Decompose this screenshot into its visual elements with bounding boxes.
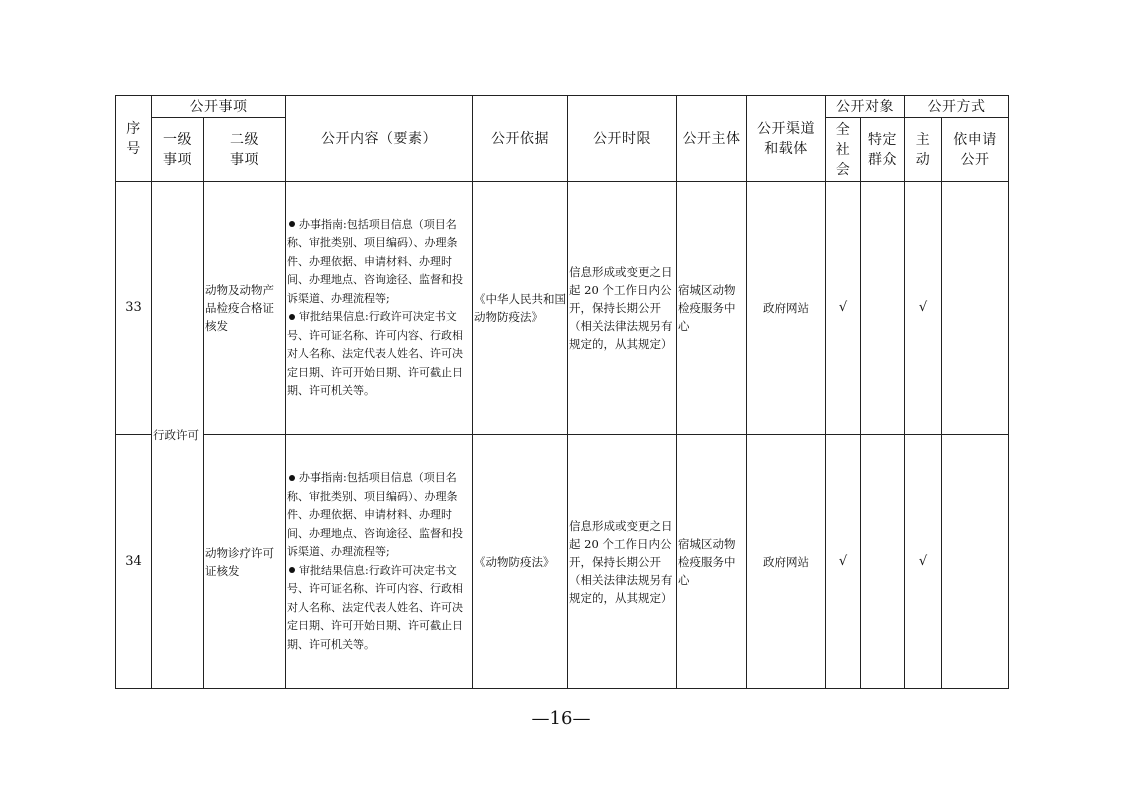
row-channel: 政府网站 [747, 182, 826, 435]
row-audience-specific [861, 182, 905, 435]
disclosure-table [115, 95, 1009, 689]
bullet-icon [289, 221, 295, 227]
header-channel: 公开渠道 和载体 [747, 96, 826, 182]
row-method-active: √ [905, 435, 942, 689]
row-seq: 34 [116, 435, 152, 689]
header-seq: 序 号 [116, 96, 152, 182]
row-seq: 33 [116, 182, 152, 435]
row-level2: 动物及动物产品检疫合格证核发 [204, 182, 286, 435]
row-basis: 《中华人民共和国动物防疫法》 [473, 182, 568, 435]
header-method-group: 公开方式 [905, 96, 1009, 118]
content-item: 审批结果信息:行政许可决定书文号、许可证名称、许可内容、行政相对人名称、法定代表人姓名、许可决定日期、许可开始日期、许可截止日期、许可机关等。 [287, 310, 463, 397]
table-row [116, 435, 1009, 689]
row-audience-specific [861, 435, 905, 689]
row-method-request [942, 435, 1009, 689]
row-content [286, 435, 473, 689]
content-item: 审批结果信息:行政许可决定书文号、许可证名称、许可内容、行政相对人名称、法定代表人姓名、许可决定日期、许可开始日期、许可截止日期、许可机关等。 [287, 563, 463, 651]
row-audience-all: √ [826, 435, 861, 689]
content-item: 办事指南:包括项目信息（项目名称、审批类别、项目编码）、办理条件、办理依据、申请材料、办理时间、办理地点、咨询途径、监督和投诉渠道、办理流程等; [287, 217, 463, 305]
content-item: 办事指南:包括项目信息（项目名称、审批类别、项目编码）、办理条件、办理依据、申请材料、办理时间、办理地点、咨询途径、监督和投诉渠道、办理流程等; [287, 471, 463, 558]
row-audience-all: √ [826, 182, 861, 435]
header-level2: 二级 事项 [204, 118, 286, 182]
table-row [116, 182, 1009, 435]
header-basis: 公开依据 [473, 96, 568, 182]
row-subject: 宿城区动物检疫服务中心 [677, 182, 747, 435]
row-channel: 政府网站 [747, 435, 826, 689]
header-audience-group: 公开对象 [826, 96, 905, 118]
header-level1: 一级 事项 [152, 118, 204, 182]
bullet-icon [289, 314, 295, 320]
row-level2: 动物诊疗许可证核发 [204, 435, 286, 689]
header-content: 公开内容（要素） [286, 96, 473, 182]
header-method-request: 依申请 公开 [942, 118, 1009, 182]
header-subject: 公开主体 [677, 96, 747, 182]
level1-item: 行政许可 [152, 182, 204, 689]
row-content [286, 182, 473, 435]
row-time-limit: 信息形成或变更之日起 20 个工作日内公开，保持长期公开（相关法律法规另有规定的，从其规定） [568, 182, 677, 435]
row-method-request [942, 182, 1009, 435]
bullet-icon [289, 567, 295, 573]
bullet-icon [289, 475, 295, 481]
header-items-group: 公开事项 [152, 96, 286, 118]
row-method-active: √ [905, 182, 942, 435]
header-method-active: 主 动 [905, 118, 942, 182]
row-subject: 宿城区动物检疫服务中心 [677, 435, 747, 689]
header-time-limit: 公开时限 [568, 96, 677, 182]
header-audience-all: 全 社 会 [826, 118, 861, 182]
row-time-limit: 信息形成或变更之日起 20 个工作日内公开，保持长期公开（相关法律法规另有规定的，从其规定） [568, 435, 677, 689]
row-basis: 《动物防疫法》 [473, 435, 568, 689]
header-audience-specific: 特定 群众 [861, 118, 905, 182]
page-number: —16— [531, 708, 591, 729]
